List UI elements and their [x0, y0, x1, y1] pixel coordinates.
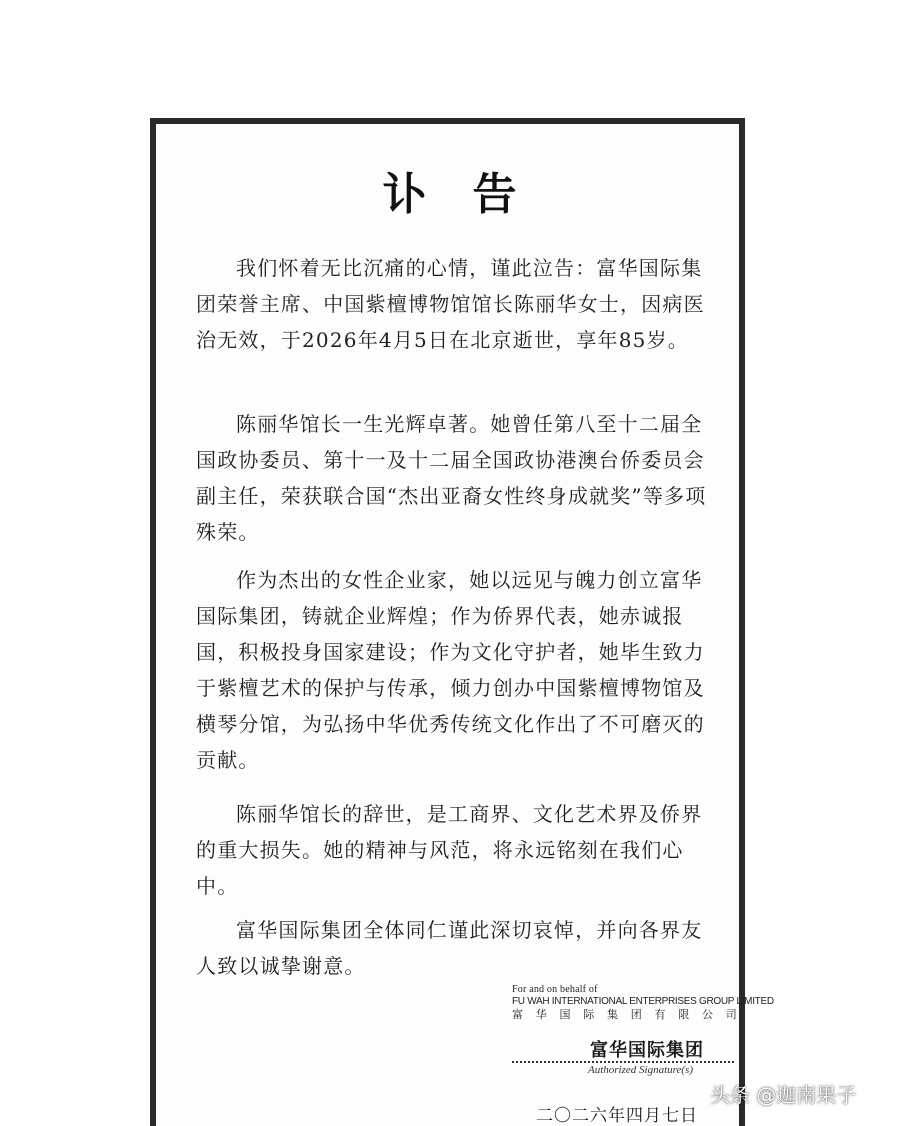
signature-line [512, 1061, 734, 1063]
paragraph-condolence: 富华国际集团全体同仁谨此深切哀悼，并向各界友人致以诚挚谢意。 [196, 918, 703, 978]
paragraph-contributions: 作为杰出的女性企业家，她以远见与魄力创立富华国际集团，铸就企业辉煌；作为侨界代表，她赤诚报国，积极投身国家建设；作为文化守护者，她毕生致力于紫檀艺术的保护与传承，倾力创办中国紫檀博物馆及横琴分馆，为弘扬中华优秀传统文化作出了不可磨灭的贡献。 [196, 568, 705, 772]
company-name-english: FU WAH INTERNATIONAL ENTERPRISES GROUP LIMITED [512, 996, 774, 1007]
paragraph-announcement: 我们怀着无比沉痛的心情，谨此泣告：富华国际集团荣誉主席、中国紫檀博物馆馆长陈丽华女士，因病医治无效，于2026年4月5日在北京逝世，享年85岁。 [196, 256, 705, 352]
issue-date: 二〇二六年四月七日 [536, 1106, 698, 1126]
authorized-signature-caption: Authorized Signature(s) [588, 1064, 693, 1076]
company-name-chinese: 富 华 国 际 集 团 有 限 公 司 [512, 1009, 742, 1021]
paragraph-career: 陈丽华馆长一生光辉卓著。她曾任第八至十二届全国政协委员、第十一及十二届全国政协港澳台侨委员会副主任，荣获联合国“杰出亚裔女性终身成就奖”等多项殊荣。 [196, 412, 707, 544]
notice-title: 讣告 [382, 169, 563, 220]
company-chop-stamp: 富华国际集团 [590, 1040, 704, 1061]
on-behalf-text: For and on behalf of [512, 984, 598, 995]
paragraph-loss: 陈丽华馆长的辞世，是工商界、文化艺术界及侨界的重大损失。她的精神与风范，将永远铭刻在我们心中。 [196, 802, 703, 898]
platform-watermark: 头条 @迦南果子 [710, 1083, 857, 1107]
signature-block [512, 984, 774, 1076]
